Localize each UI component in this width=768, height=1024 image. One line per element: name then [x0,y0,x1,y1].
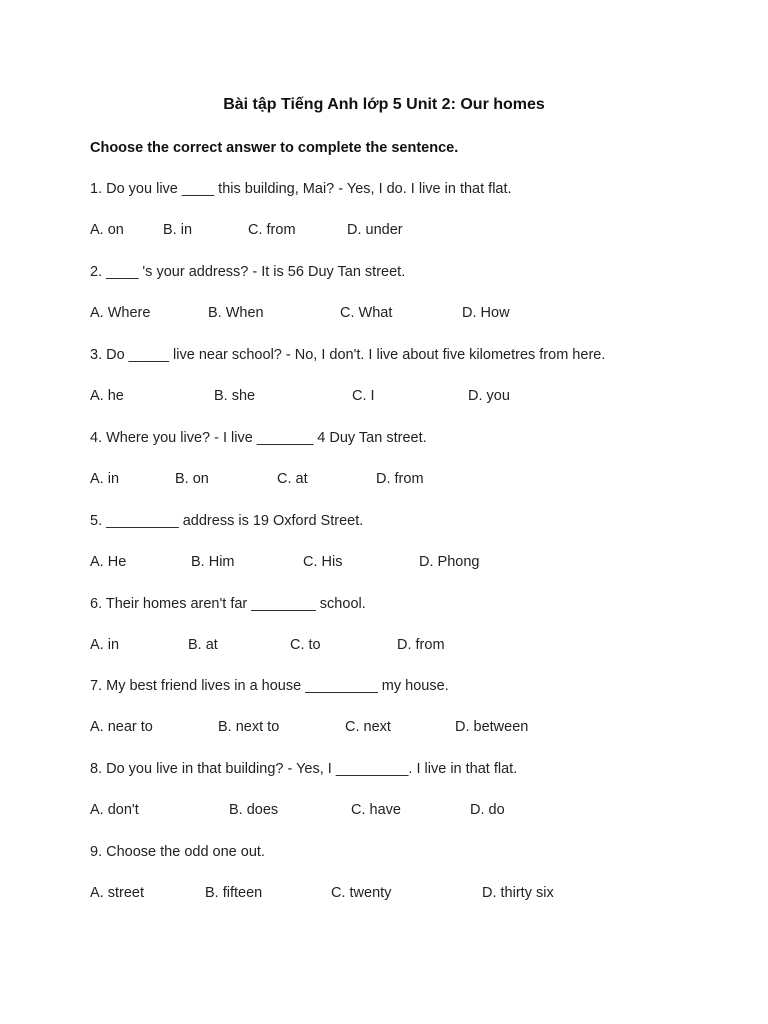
option-9d: D. thirty six [482,885,554,901]
option-4d: D. from [376,471,424,487]
option-6c: C. to [290,637,321,653]
option-6d: D. from [397,637,445,653]
option-2a: A. Where [90,305,151,321]
option-4a: A. in [90,471,120,487]
option-6a: A. in [90,637,120,653]
option-3d: D. you [468,388,510,404]
page-title: Bài tập Tiếng Anh lớp 5 Unit 2: Our homes [223,96,545,113]
option-4c: C. at [277,471,308,487]
option-1d: D. under [347,222,403,238]
option-5d: D. Phong [419,554,480,570]
question-3: 3. Do _____ live near school? - No, I don't. I live about five kilometres from here. [90,347,606,363]
option-1a: A. on [90,222,124,238]
option-2b: B. When [208,305,264,321]
option-4b: B. on [175,471,209,487]
option-1c: C. from [248,222,296,238]
option-3c: C. I [352,388,375,404]
option-9a: A. street [90,885,144,901]
option-7d: D. between [455,719,529,735]
option-8d: D. do [470,802,505,818]
question-7: 7. My best friend lives in a house _________ my house. [90,678,449,694]
option-7b: B. next to [218,719,280,735]
question-8: 8. Do you live in that building? - Yes, I _________. I live in that flat. [90,761,518,777]
question-2: 2. ____ 's your address? - It is 56 Duy Tan street. [90,264,406,280]
option-2d: D. How [462,305,510,321]
option-1b: B. in [163,222,193,238]
option-2c: C. What [340,305,393,321]
option-3a: A. he [90,388,124,404]
question-5: 5. _________ address is 19 Oxford Street. [90,513,364,529]
instruction-text: Choose the correct answer to complete the sentence. [90,140,459,156]
option-8b: B. does [229,802,279,818]
option-7c: C. next [345,719,391,735]
question-9: 9. Choose the odd one out. [90,844,265,860]
option-8c: C. have [351,802,401,818]
option-5c: C. His [303,554,343,570]
option-5a: A. He [90,554,127,570]
question-6: 6. Their homes aren't far ________ school. [90,596,366,612]
question-1: 1. Do you live ____ this building, Mai? - Yes, I do. I live in that flat. [90,181,512,197]
option-9b: B. fifteen [205,885,263,901]
option-8a: A. don't [90,802,139,818]
option-5b: B. Him [191,554,235,570]
option-6b: B. at [188,637,218,653]
option-3b: B. she [214,388,256,404]
option-9c: C. twenty [331,885,392,901]
option-7a: A. near to [90,719,153,735]
question-4: 4. Where you live? - I live _______ 4 Duy Tan street. [90,430,427,446]
